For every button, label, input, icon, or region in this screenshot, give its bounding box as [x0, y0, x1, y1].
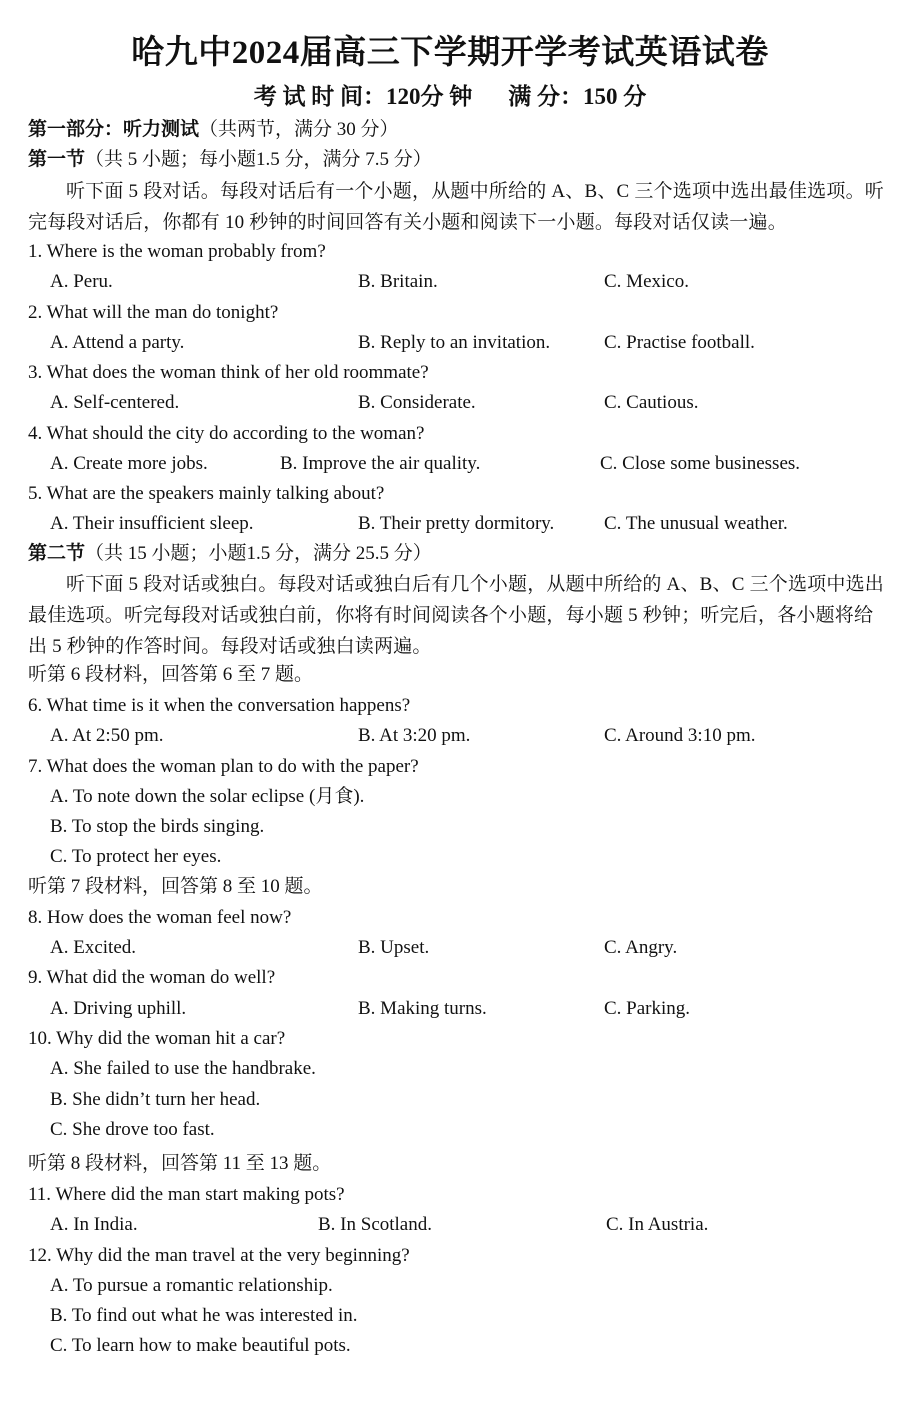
section2-instructions: 听下面 5 段对话或独白。每段对话或独白后有几个小题，从题中所给的 A、B、C 三个选项中选出最佳选项。听完每段对话或独白前，你将有时间阅读各个小题，每小题 5 秒钟；听完后，各小题将给出 5 秒钟的作答时间。每段对话或独白读两遍。: [28, 574, 884, 657]
option-a: A. Self-centered.: [50, 392, 180, 413]
option-b: B. Considerate.: [358, 392, 476, 413]
question-stem: 5. What are the speakers mainly talking about?: [28, 483, 385, 504]
material-note-7: 听第 7 段材料，回答第 8 至 10 题。: [28, 876, 323, 897]
option-b: B. Britain.: [358, 271, 438, 292]
part1-heading: 第一部分：听力测试（共两节，满分 30 分）: [28, 119, 399, 140]
option-b: B. Their pretty dormitory.: [358, 513, 555, 534]
section2-heading: 第二节（共 15 小题；小题1.5 分，满分 25.5 分）: [28, 543, 432, 564]
option-b: B. Reply to an invitation.: [358, 332, 551, 353]
option-a: A. Peru.: [50, 271, 113, 292]
section1-instructions: 听下面 5 段对话。每段对话后有一个小题，从题中所给的 A、B、C 三个选项中选出最佳选项。听完每段对话后，你都有 10 秒钟的时间回答有关小题和阅读下一小题。每段对话仅读一遍。: [28, 181, 884, 233]
question-stem: 12. Why did the man travel at the very beginning?: [28, 1245, 410, 1266]
option-a: A. Driving uphill.: [50, 998, 187, 1019]
option-c: C. Cautious.: [604, 392, 699, 413]
exam-title: 哈九中2024届高三下学期开学考试英语试卷: [131, 35, 769, 71]
option-c: C. To learn how to make beautiful pots.: [50, 1335, 351, 1356]
option-b: B. At 3:20 pm.: [358, 725, 471, 746]
question-stem: 11. Where did the man start making pots?: [28, 1184, 345, 1205]
option-a: A. To pursue a romantic relationship.: [50, 1275, 333, 1296]
exam-score: 满 分：150 分: [508, 84, 647, 109]
option-a: A. She failed to use the handbrake.: [50, 1058, 316, 1079]
option-b: B. Upset.: [358, 937, 430, 958]
option-b: B. Making turns.: [358, 998, 487, 1019]
option-c: C. Mexico.: [604, 271, 689, 292]
option-c: C. The unusual weather.: [604, 513, 788, 534]
option-a: A. To note down the solar eclipse (月食).: [50, 786, 365, 807]
option-c: C. Practise football.: [604, 332, 755, 353]
material-note-8: 听第 8 段材料，回答第 11 至 13 题。: [28, 1153, 332, 1174]
option-c: C. To protect her eyes.: [50, 846, 222, 867]
option-c: C. Around 3:10 pm.: [604, 725, 756, 746]
section1-heading: 第一节（共 5 小题；每小题1.5 分，满分 7.5 分）: [28, 149, 432, 170]
exam-subtitle: [0, 78, 900, 111]
option-c: C. In Austria.: [606, 1214, 709, 1235]
option-a: A. Create more jobs.: [50, 453, 208, 474]
option-a: A. Attend a party.: [50, 332, 185, 353]
option-a: A. Their insufficient sleep.: [50, 513, 254, 534]
option-b: B. Improve the air quality.: [280, 453, 481, 474]
material-note-6: 听第 6 段材料，回答第 6 至 7 题。: [28, 664, 314, 685]
question-stem: 9. What did the woman do well?: [28, 967, 276, 988]
question-stem: 1. Where is the woman probably from?: [28, 241, 326, 262]
question-stem: 10. Why did the woman hit a car?: [28, 1028, 286, 1049]
exam-time: 考 试 时 间：120分 钟: [253, 84, 473, 109]
option-a: A. At 2:50 pm.: [50, 725, 164, 746]
question-stem: 7. What does the woman plan to do with the paper?: [28, 756, 419, 777]
option-b: B. To find out what he was interested in.: [50, 1305, 358, 1326]
option-b: B. To stop the birds singing.: [50, 816, 265, 837]
option-c: C. Angry.: [604, 937, 678, 958]
option-a: A. In India.: [50, 1214, 138, 1235]
option-b: B. She didn’t turn her head.: [50, 1089, 261, 1110]
option-a: A. Excited.: [50, 937, 137, 958]
option-c: C. She drove too fast.: [50, 1119, 215, 1140]
question-stem: 6. What time is it when the conversation happens?: [28, 695, 411, 716]
question-stem: 4. What should the city do according to the woman?: [28, 423, 425, 444]
option-b: B. In Scotland.: [318, 1214, 432, 1235]
option-c: C. Parking.: [604, 998, 691, 1019]
question-stem: 8. How does the woman feel now?: [28, 907, 292, 928]
question-stem: 3. What does the woman think of her old roommate?: [28, 362, 429, 383]
option-c: C. Close some businesses.: [600, 453, 801, 474]
question-stem: 2. What will the man do tonight?: [28, 302, 279, 323]
